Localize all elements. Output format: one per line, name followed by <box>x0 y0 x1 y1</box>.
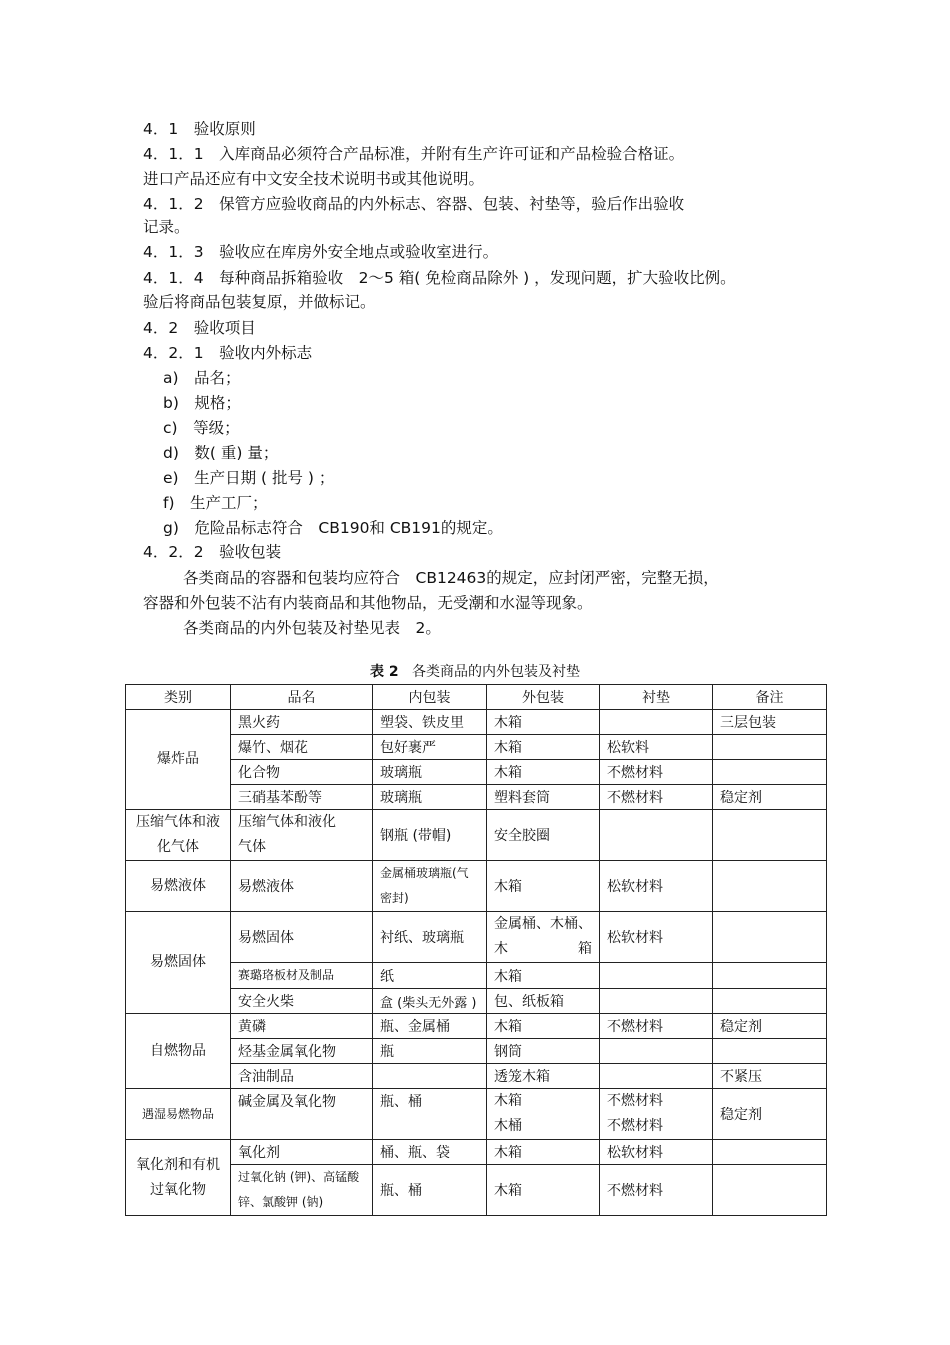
header-inner-pack: 内包装 <box>373 685 487 710</box>
clause-4-1-2-cont: 记录。 <box>143 218 190 236</box>
padding-cell: 不燃材料不燃材料 <box>600 1089 713 1140</box>
remarks-cell <box>713 760 827 785</box>
outer-pack-cell: 木箱 <box>487 861 600 912</box>
body-paragraph: 各类商品的容器和包装均应符合 CB12463的规定，应封闭严密，完整无损， <box>183 569 719 587</box>
outer-pack-cell: 安全胶圈 <box>487 810 600 861</box>
table-row <box>126 760 827 785</box>
inner-pack-cell <box>373 1064 487 1089</box>
product-cell: 黑火药 <box>231 710 373 735</box>
table-row <box>126 861 827 912</box>
table-row <box>126 1014 827 1039</box>
table-row <box>126 785 827 810</box>
clause-4-1-4: 4．1．4 每种商品拆箱验收 2～5 箱( 免检商品除外 ) ，发现问题，扩大验收比例。 <box>143 269 736 287</box>
product-cell: 赛璐珞板材及制品 <box>231 963 373 989</box>
product-cell: 易燃固体 <box>231 912 373 963</box>
outer-pack-cell: 木箱 <box>487 963 600 989</box>
table-row <box>126 710 827 735</box>
product-cell: 易燃液体 <box>231 861 373 912</box>
inner-pack-cell: 塑袋、铁皮里 <box>373 710 487 735</box>
header-padding: 衬垫 <box>600 685 713 710</box>
outer-pack-cell: 木箱 <box>487 1165 600 1216</box>
category-cell: 自燃物品 <box>126 1014 231 1089</box>
list-item: f) 生产工厂； <box>163 494 268 512</box>
outer-pack-cell: 塑料套筒 <box>487 785 600 810</box>
clause-4-1-1-cont: 进口产品还应有中文安全技术说明书或其他说明。 <box>143 170 485 188</box>
product-cell: 三硝基苯酚等 <box>231 785 373 810</box>
product-cell: 过氧化钠 (钾)、高锰酸锌、氯酸钾 (钠) <box>231 1165 373 1216</box>
category-cell: 压缩气体和液化气体 <box>126 810 231 861</box>
inner-pack-cell: 纸 <box>373 963 487 989</box>
inner-pack-cell: 金属桶玻璃瓶(气密封) <box>373 861 487 912</box>
category-cell: 易燃固体 <box>126 912 231 1014</box>
product-cell: 含油制品 <box>231 1064 373 1089</box>
table-caption <box>0 661 950 681</box>
padding-cell <box>600 989 713 1014</box>
remarks-cell <box>713 810 827 861</box>
outer-pack-cell: 木箱 <box>487 1140 600 1165</box>
padding-cell <box>600 710 713 735</box>
clause-4-2-2: 4．2．2 验收包装 <box>143 543 282 561</box>
category-cell: 氧化剂和有机过氧化物 <box>126 1140 231 1216</box>
inner-pack-cell: 钢瓶 (带帽) <box>373 810 487 861</box>
header-product: 品名 <box>231 685 373 710</box>
header-remarks: 备注 <box>713 685 827 710</box>
product-cell: 黄磷 <box>231 1014 373 1039</box>
padding-cell <box>600 810 713 861</box>
inner-pack-cell: 瓶、桶 <box>373 1089 487 1140</box>
table-row <box>126 989 827 1014</box>
inner-pack-cell: 桶、瓶、袋 <box>373 1140 487 1165</box>
remarks-cell: 三层包装 <box>713 710 827 735</box>
product-cell: 化合物 <box>231 760 373 785</box>
remarks-cell <box>713 1039 827 1064</box>
table-row <box>126 1089 827 1140</box>
category-cell: 易燃液体 <box>126 861 231 912</box>
padding-cell: 不燃材料 <box>600 1014 713 1039</box>
section-4-1: 4．1 验收原则 <box>143 120 256 138</box>
remarks-cell: 稳定剂 <box>713 1014 827 1039</box>
padding-cell: 松软料 <box>600 735 713 760</box>
remarks-cell <box>713 861 827 912</box>
product-cell: 安全火柴 <box>231 989 373 1014</box>
clause-4-1-1: 4．1．1 入库商品必须符合产品标准，并附有生产许可证和产品检验合格证。 <box>143 145 685 163</box>
remarks-cell <box>713 912 827 963</box>
clause-4-1-3: 4．1．3 验收应在库房外安全地点或验收室进行。 <box>143 243 499 261</box>
table-row <box>126 912 827 963</box>
outer-pack-cell: 金属桶、木桶、木箱 <box>487 912 600 963</box>
header-category: 类别 <box>126 685 231 710</box>
outer-pack-cell: 包、纸板箱 <box>487 989 600 1014</box>
inner-pack-cell: 衬纸、玻璃瓶 <box>373 912 487 963</box>
product-cell: 爆竹、烟花 <box>231 735 373 760</box>
table-row <box>126 1165 827 1216</box>
inner-pack-cell: 盒 (柴头无外露 ) <box>373 989 487 1014</box>
remarks-cell <box>713 989 827 1014</box>
table-caption-title: 各类商品的内外包装及衬垫 <box>411 664 580 680</box>
list-item: a) 品名； <box>163 369 241 387</box>
padding-cell: 不燃材料 <box>600 1165 713 1216</box>
padding-cell: 松软材料 <box>600 912 713 963</box>
remarks-cell <box>713 1140 827 1165</box>
remarks-cell: 稳定剂 <box>713 785 827 810</box>
table-row <box>126 963 827 989</box>
body-paragraph-cont: 容器和外包装不沾有内装商品和其他物品，无受潮和水湿等现象。 <box>143 594 593 612</box>
outer-pack-cell: 木箱 <box>487 735 600 760</box>
inner-pack-cell: 包好裹严 <box>373 735 487 760</box>
category-cell: 遇湿易燃物品 <box>126 1089 231 1140</box>
remarks-cell <box>713 735 827 760</box>
table-row <box>126 735 827 760</box>
product-cell: 碱金属及氧化物 <box>231 1089 373 1140</box>
body-paragraph: 各类商品的内外包装及衬垫见表 2。 <box>183 619 441 637</box>
padding-cell: 不燃材料 <box>600 760 713 785</box>
table-caption-label: 表 2 <box>370 664 399 680</box>
padding-cell: 松软材料 <box>600 1140 713 1165</box>
table-row <box>126 1064 827 1089</box>
section-4-2: 4．2 验收项目 <box>143 319 256 337</box>
inner-pack-cell: 瓶 <box>373 1039 487 1064</box>
outer-pack-cell: 木箱 <box>487 760 600 785</box>
clause-4-1-4-cont: 验后将商品包装复原，并做标记。 <box>143 293 376 311</box>
outer-pack-cell: 木箱木桶 <box>487 1089 600 1140</box>
table-row <box>126 1140 827 1165</box>
padding-cell <box>600 1064 713 1089</box>
product-cell: 烃基金属氧化物 <box>231 1039 373 1064</box>
remarks-cell <box>713 1165 827 1216</box>
table-header-row <box>126 685 827 710</box>
remarks-cell: 稳定剂 <box>713 1089 827 1140</box>
inner-pack-cell: 瓶、金属桶 <box>373 1014 487 1039</box>
outer-pack-cell: 木箱 <box>487 710 600 735</box>
outer-pack-cell: 钢筒 <box>487 1039 600 1064</box>
list-item: g) 危险品标志符合 CB190和 CB191的规定。 <box>163 519 503 537</box>
product-cell: 氧化剂 <box>231 1140 373 1165</box>
list-item: b) 规格； <box>163 394 241 412</box>
remarks-cell: 不紧压 <box>713 1064 827 1089</box>
list-item: e) 生产日期 ( 批号 ) ； <box>163 469 335 487</box>
padding-cell: 松软材料 <box>600 861 713 912</box>
table-row <box>126 810 827 861</box>
clause-4-2-1: 4．2．1 验收内外标志 <box>143 344 313 362</box>
remarks-cell <box>713 963 827 989</box>
padding-cell <box>600 963 713 989</box>
list-item: c) 等级； <box>163 419 240 437</box>
padding-cell: 不燃材料 <box>600 785 713 810</box>
inner-pack-cell: 玻璃瓶 <box>373 785 487 810</box>
inner-pack-cell: 瓶、桶 <box>373 1165 487 1216</box>
padding-cell <box>600 1039 713 1064</box>
header-outer-pack: 外包装 <box>487 685 600 710</box>
inner-pack-cell: 玻璃瓶 <box>373 760 487 785</box>
clause-4-1-2: 4．1．2 保管方应验收商品的内外标志、容器、包装、衬垫等，验后作出验收 <box>143 195 685 213</box>
table-row <box>126 1039 827 1064</box>
product-cell: 压缩气体和液化气体 <box>231 810 373 861</box>
category-cell: 爆炸品 <box>126 710 231 810</box>
outer-pack-cell: 木箱 <box>487 1014 600 1039</box>
outer-pack-cell: 透笼木箱 <box>487 1064 600 1089</box>
list-item: d) 数( 重) 量； <box>163 444 279 462</box>
packaging-table <box>125 684 827 1216</box>
